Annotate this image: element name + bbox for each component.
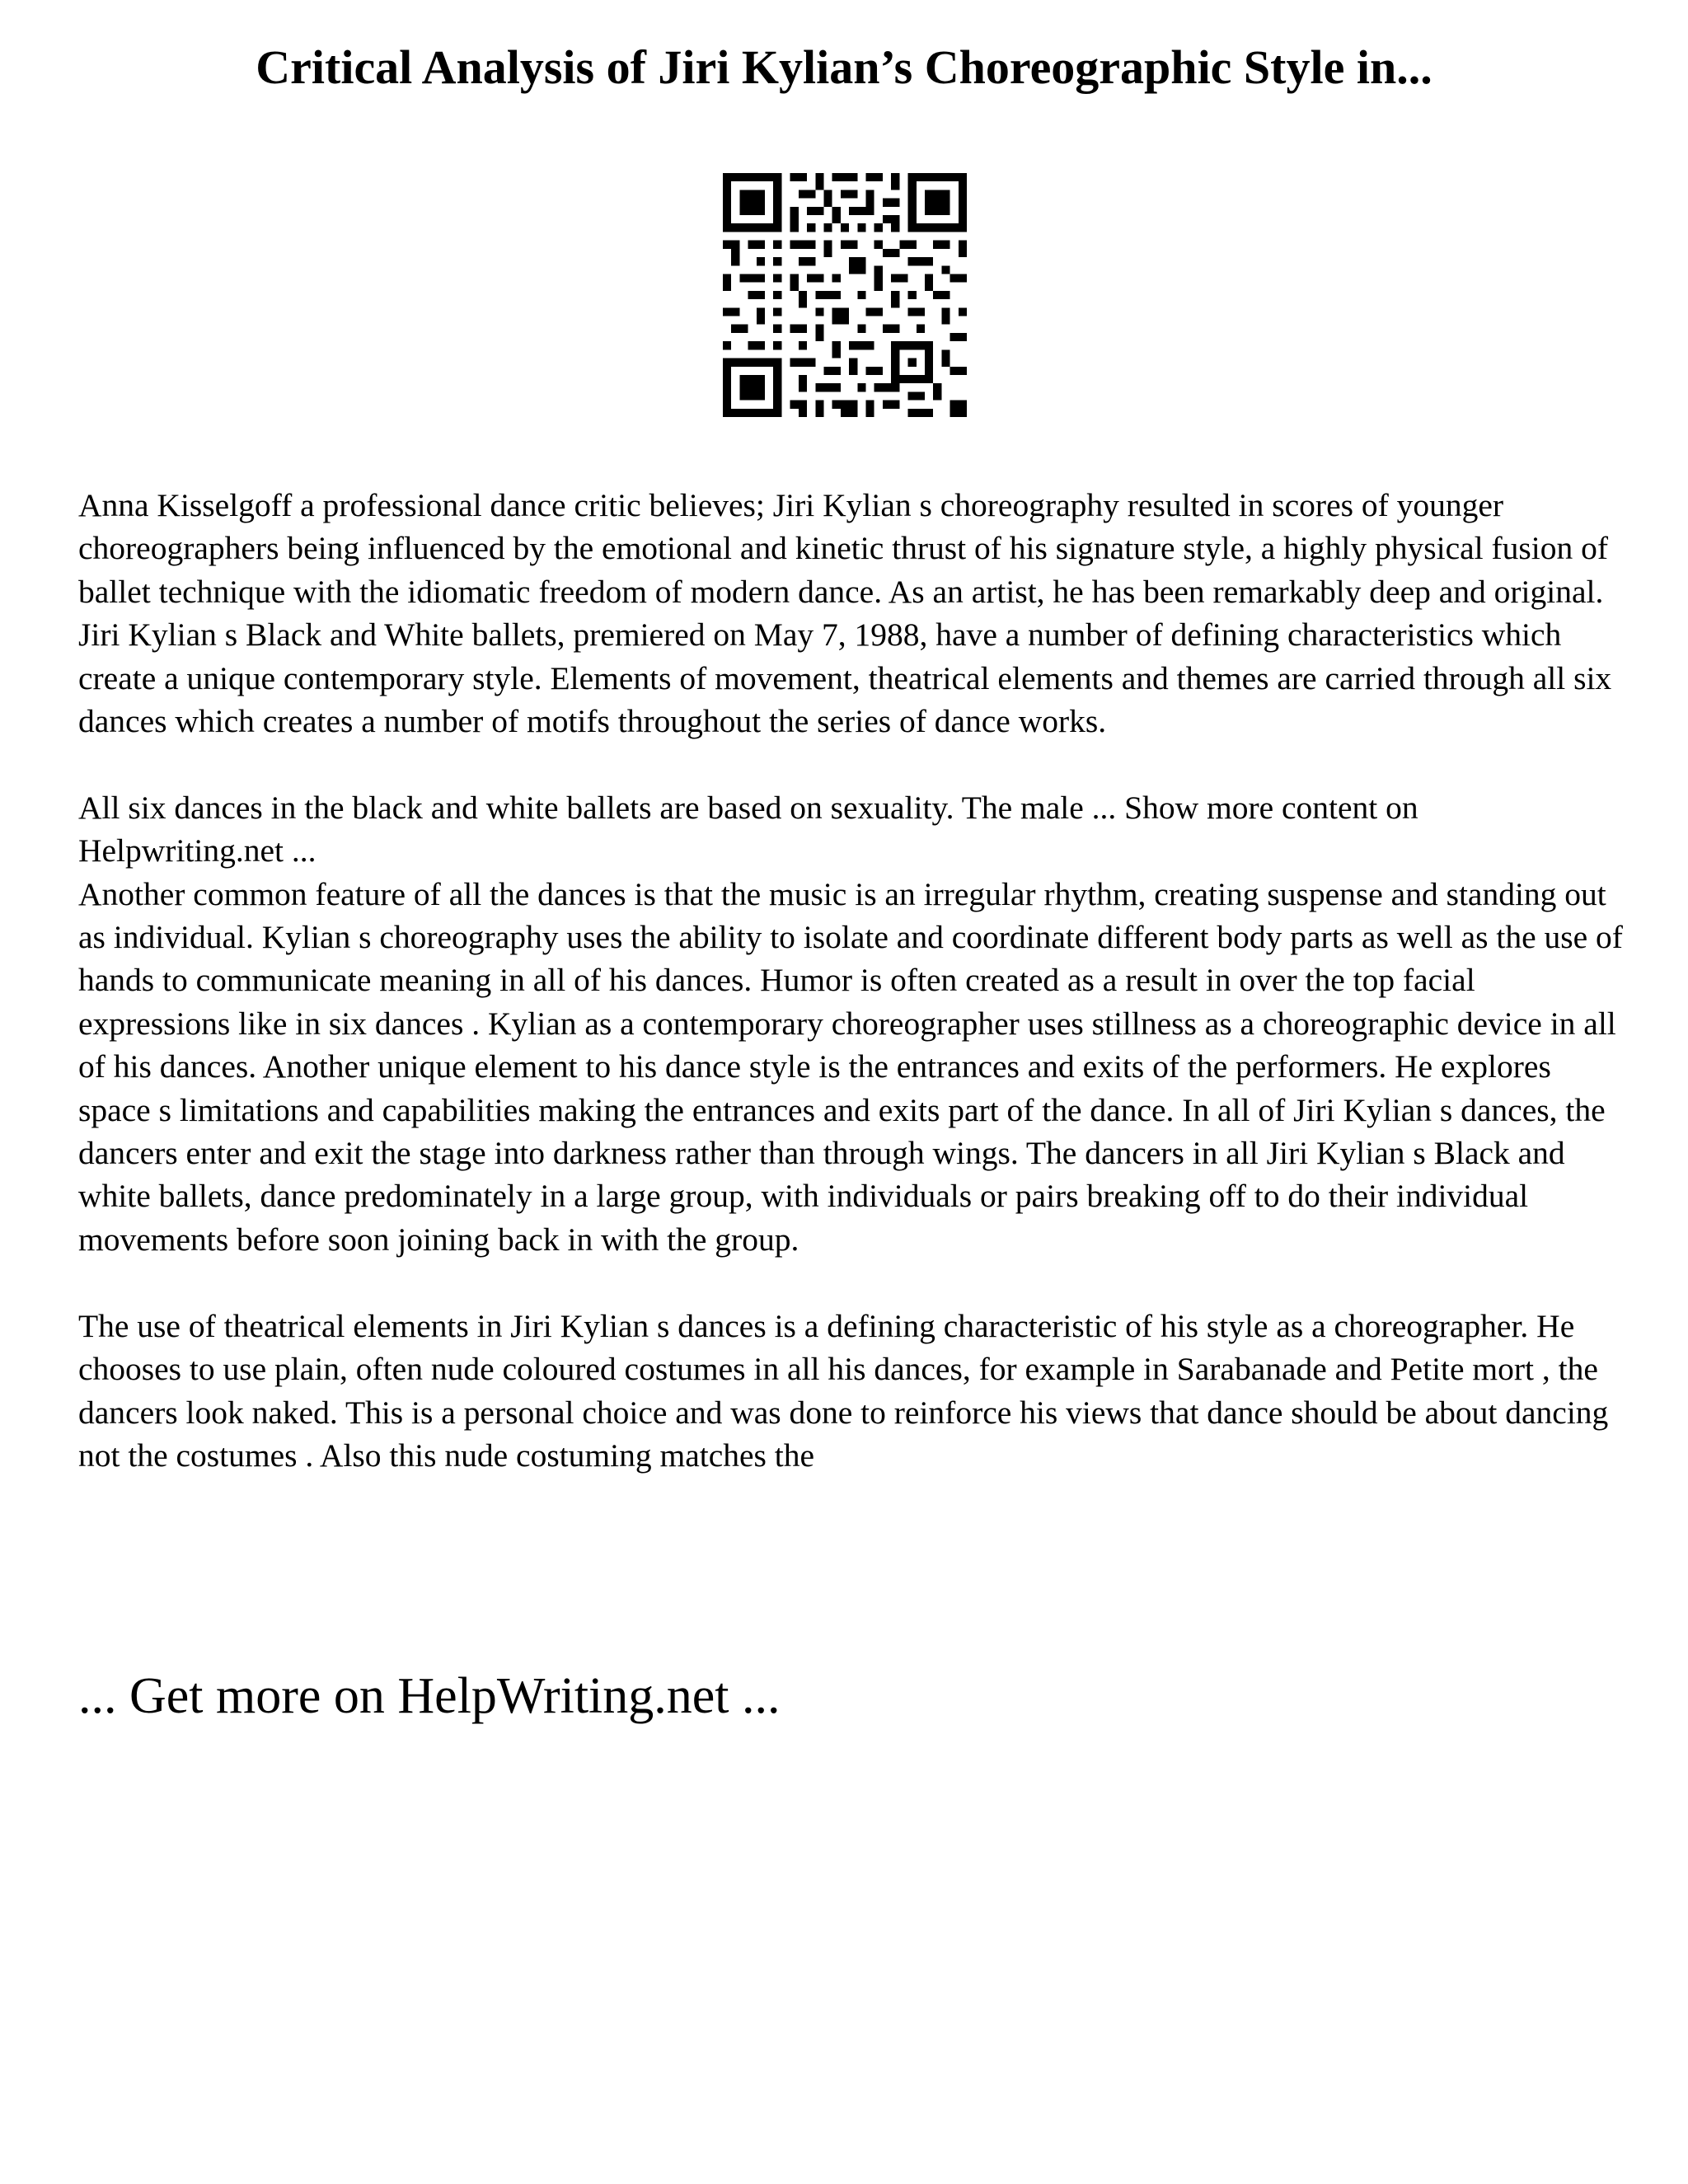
page-title: Critical Analysis of Jiri Kylian’s Choreographic Style in... (256, 40, 1432, 94)
paragraph: All six dances in the black and white ballets are based on sexuality. The male ... Show more content on Helpwriting.net ... (78, 789, 1418, 869)
paragraph: Anna Kisselgoff a professional dance critic believes; Jiri Kylian s choreography resulted in scores of younger choreographers being influenced by the emotional and kinetic thrust of his signature style, a highly physical fusion of ballet technique with the idiomatic freedom of modern dance. As an artist, he has been remarkably deep and original. Jiri Kylian s Black and White ballets, premiered on May 7, 1988, have a number of defining characteristics which create a unique contemporary style. Elements of movement, theatrical elements and themes are carried through all six dances which creates a number of motifs throughout the series of dance works. (78, 487, 1612, 740)
get-more-link[interactable]: ... Get more on HelpWriting.net ... (78, 1668, 781, 1724)
qr-code-icon (723, 173, 967, 417)
paragraph: Another common feature of all the dances is that the music is an irregular rhythm, creating suspense and standing out as individual. Kylian s choreography uses the ability to isolate and coordinate different body parts as well as the use of hands to communicate meaning in all of his dances. Humor is often created as a result in over the top facial expressions like in six dances . Kylian as a contemporary choreographer uses stillness as a choreographic device in all of his dances. Another unique element to his dance style is the entrances and exits of the performers. He explores space s limitations and capabilities making the entrances and exits part of the dance. In all of Jiri Kylian s dances, the dancers enter and exit the stage into darkness rather than through wings. The dancers in all Jiri Kylian s Black and white ballets, dance predominately in a large group, with individuals or pairs breaking off to do their individual movements before soon joining back in with the group. (78, 875, 1623, 1258)
article-body (78, 484, 1628, 1477)
paragraph: The use of theatrical elements in Jiri Kylian s dances is a defining characteristic of his style as a choreographer. He chooses to use plain, often nude coloured costumes in all his dances, for example in Sarabanade and Petite mort , the dancers look naked. This is a personal choice and was done to reinforce his views that dance should be about dancing not the costumes . Also this nude costuming matches the (78, 1307, 1609, 1474)
